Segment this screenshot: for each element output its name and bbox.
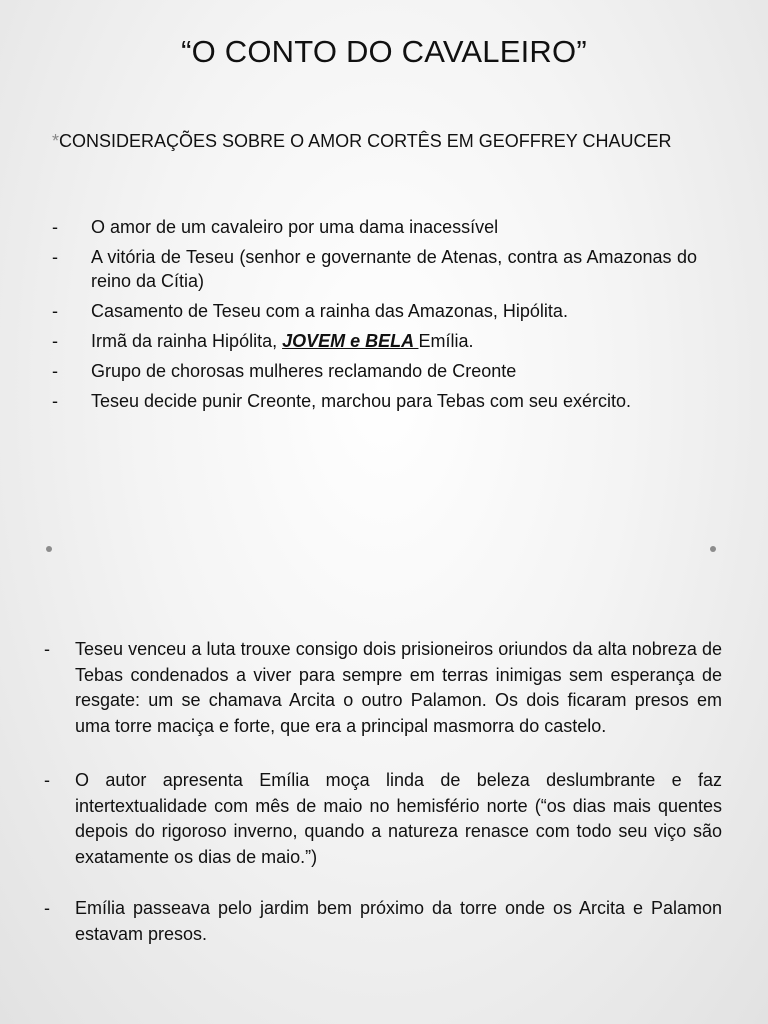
list-item [44,896,722,947]
slide-title: “O CONTO DO CAVALEIRO” [181,34,587,69]
dash-bullet: - [52,247,58,267]
list-item-text-before: Irmã da rainha Hipólita, [91,331,283,351]
list-item [52,245,697,293]
list-item [52,215,697,239]
list-item-text: O amor de um cavaleiro por uma dama inacessível [91,217,499,237]
list-item-text: Teseu venceu a luta trouxe consigo dois prisioneiros oriundos da alta nobreza de Tebas condenados a viver para sempre em terras inimigas sem esperança de resgate: um se chamava Arcita o outro Palamon. Os dois ficaram presos em uma torre maciça e forte, que era a principal masmorra do castelo. [75,639,722,736]
list-item [52,389,697,413]
dash-bullet: - [52,331,58,351]
dash-bullet: - [44,898,50,918]
list-item-text: O autor apresenta Emília moça linda de beleza deslumbrante e faz intertextualidade com mês de maio no hemisfério norte (“os dias mais quentes depois do rigoroso inverno, quando a natureza renasce com todo seu viço são exatamente os dias de maio.”) [75,770,722,867]
decorative-dot-right [710,546,716,552]
dash-bullet: - [52,301,58,321]
narrative-list [44,637,722,947]
dash-bullet: - [52,361,58,381]
list-item [44,637,722,739]
decorative-dot-left [46,546,52,552]
list-item-text: A vitória de Teseu (senhor e governante de Atenas, contra as Amazonas do reino da Cítia) [91,247,697,291]
list-item [52,299,697,323]
dash-bullet: - [52,391,58,411]
list-item-text: Teseu decide punir Creonte, marchou para Tebas com seu exército. [91,391,631,411]
dash-bullet: - [44,639,50,659]
list-item-text: Grupo de chorosas mulheres reclamando de Creonte [91,361,517,381]
list-item [52,329,697,353]
topic-list [52,215,697,419]
subtitle-text: CONSIDERAÇÕES SOBRE O AMOR CORTÊS EM GEOFFREY CHAUCER [59,131,672,151]
list-item [44,768,722,870]
list-item [52,359,697,383]
slide-2 [0,580,768,1024]
list-item-text-after: Emília. [418,331,474,351]
slide-subtitle [52,129,697,154]
list-item-text: Emília passeava pelo jardim bem próximo da torre onde os Arcita e Palamon estavam presos. [75,898,722,944]
dash-bullet: - [52,217,58,237]
dash-bullet: - [44,770,50,790]
list-item-text: Casamento de Teseu com a rainha das Amazonas, Hipólita. [91,301,568,321]
subtitle-asterisk: * [52,131,60,151]
emphasis-text: JOVEM e BELA [282,331,419,351]
